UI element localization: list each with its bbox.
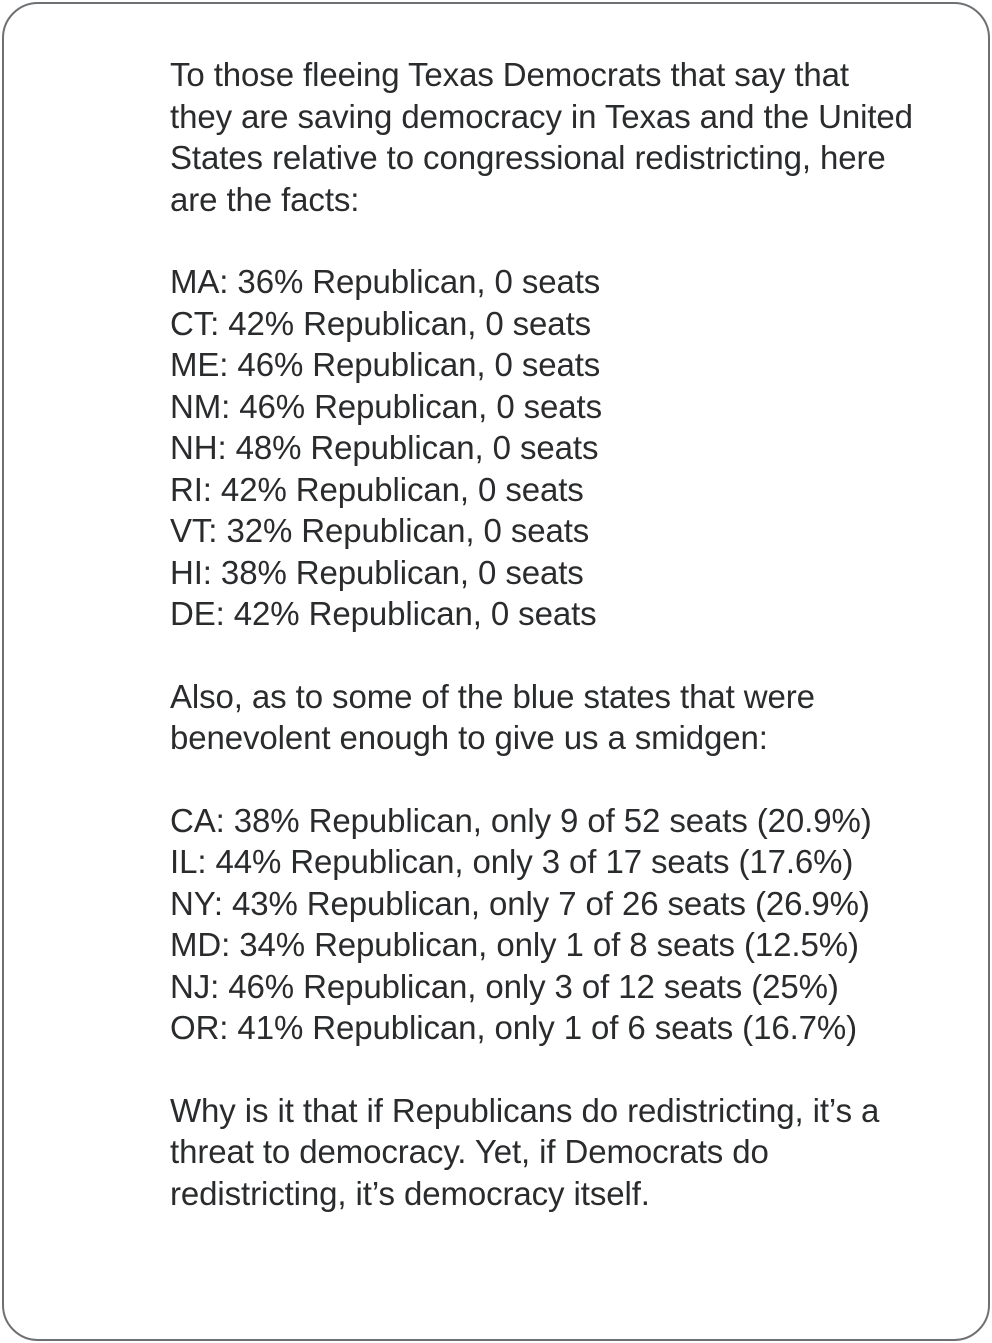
intro-line-3: States relative to congressional redistricting, here: [170, 139, 886, 176]
list-item: DE: 42% Republican, 0 seats: [170, 595, 597, 632]
list-item: HI: 38% Republican, 0 seats: [170, 553, 584, 591]
list-item: ME: 46% Republican, 0 seats: [170, 346, 601, 383]
smidgen-paragraph: [170, 676, 930, 759]
closing-line-3: redistricting, it’s democracy itself.: [170, 1174, 650, 1212]
intro-line-4: are the facts:: [170, 180, 360, 218]
list-item: VT: 32% Republican, 0 seats: [170, 512, 590, 549]
intro-line-2: they are saving democracy in Texas and the United: [170, 97, 913, 135]
zero-seat-state-list: [170, 261, 930, 635]
list-item: MD: 34% Republican, only 1 of 8 seats (12.5%): [170, 926, 859, 963]
smidgen-line-2: benevolent enough to give us a smidgen:: [170, 719, 768, 756]
list-item: NY: 43% Republican, only 7 of 26 seats (26.9%): [170, 884, 870, 922]
closing-paragraph: [170, 1090, 930, 1215]
intro-paragraph: [170, 54, 930, 220]
closing-line-2: threat to democracy. Yet, if Democrats do: [170, 1133, 769, 1170]
list-item: NM: 46% Republican, 0 seats: [170, 387, 603, 425]
list-item: NH: 48% Republican, 0 seats: [170, 429, 599, 466]
list-item: OR: 41% Republican, only 1 of 6 seats (16.7%): [170, 1009, 858, 1046]
list-item: RI: 42% Republican, 0 seats: [170, 470, 584, 508]
partial-seat-state-list: [170, 800, 930, 1049]
list-item: NJ: 46% Republican, only 3 of 12 seats (25%): [170, 967, 839, 1005]
list-item: IL: 44% Republican, only 3 of 17 seats (17.6%): [170, 843, 854, 880]
intro-line-1: To those fleeing Texas Democrats that say that: [170, 56, 849, 93]
list-item: CT: 42% Republican, 0 seats: [170, 304, 592, 342]
list-item: CA: 38% Republican, only 9 of 52 seats (20.9%): [170, 801, 872, 839]
smidgen-line-1: Also, as to some of the blue states that were: [170, 677, 815, 715]
text-post-card: [2, 2, 990, 1341]
list-item: MA: 36% Republican, 0 seats: [170, 263, 601, 300]
closing-line-1: Why is it that if Republicans do redistricting, it’s a: [170, 1091, 880, 1129]
post-body: [170, 54, 930, 1214]
